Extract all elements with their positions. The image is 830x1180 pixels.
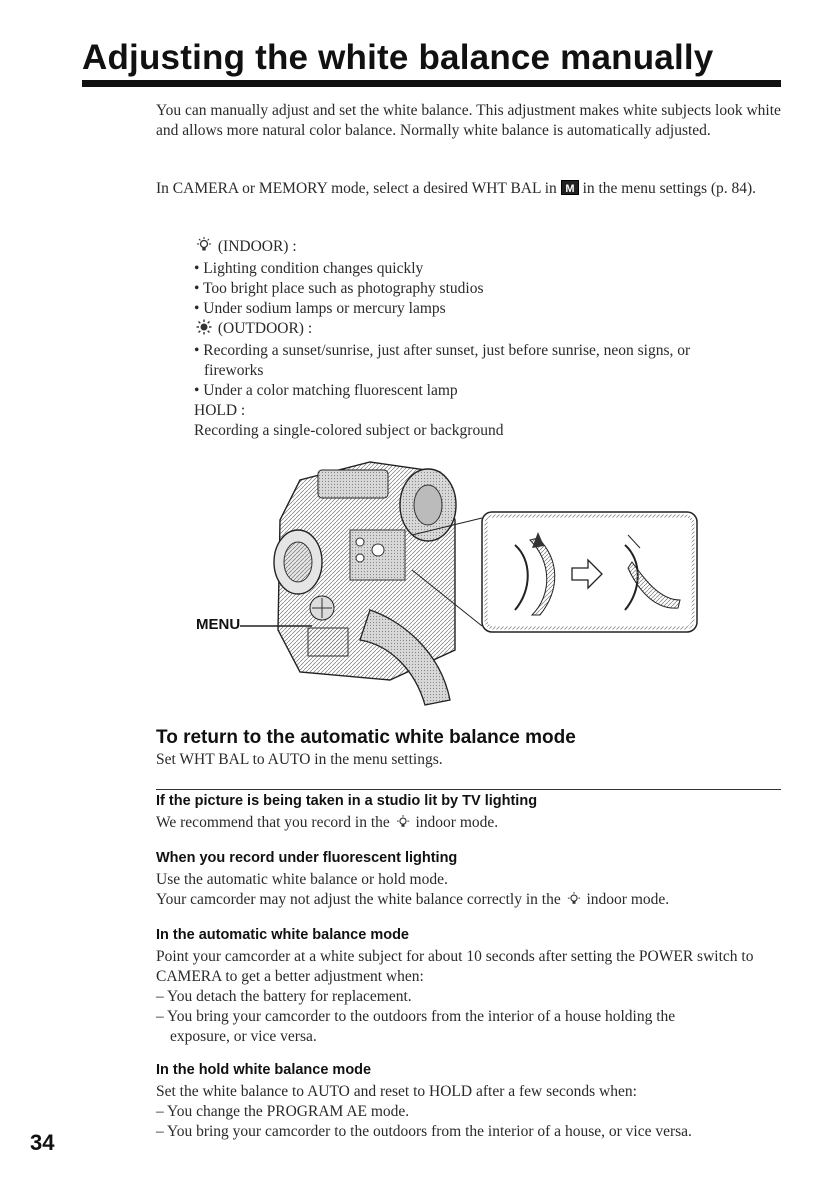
indoor-item: • Too bright place such as photography studios — [194, 280, 484, 297]
outdoor-item: • Recording a sunset/sunrise, just after sunset, just before sunrise, neon signs, or — [194, 342, 691, 359]
auto-mode-item: – You bring your camcorder to the outdoors from the interior of a house holding the — [156, 1008, 676, 1025]
outdoor-heading — [194, 319, 754, 341]
fluorescent-line-1: Use the automatic white balance or hold mode. — [156, 871, 448, 888]
auto-mode-text: Point your camcorder at a white subject for about 10 seconds after setting the POWER switch to CAMERA to get a better adjustment when: — [156, 948, 754, 985]
wht-bal-modes — [194, 237, 754, 441]
outdoor-item: fireworks — [204, 362, 264, 379]
fluorescent-line-2 — [156, 890, 781, 912]
studio-text-before: We recommend that you record in the — [156, 814, 390, 831]
intro-instruction — [156, 179, 781, 201]
page-number: 34 — [30, 1130, 55, 1155]
intro-paragraph: You can manually adjust and set the white balance. This adjustment makes white subjects look white and allows more natural color balance. Normally white balance is automatically adjusted. — [156, 102, 781, 139]
page-title: Adjusting the white balance manually — [82, 38, 714, 77]
hold-label: HOLD : — [194, 402, 246, 419]
studio-heading: If the picture is being taken in a studio lit by TV lighting — [156, 793, 538, 809]
hold-mode-item: – You change the PROGRAM AE mode. — [156, 1103, 410, 1120]
auto-mode-item: exposure, or vice versa. — [170, 1028, 317, 1045]
hold-mode-text: Set the white balance to AUTO and reset to HOLD after a few seconds when: — [156, 1083, 637, 1100]
instruction-text-before: In CAMERA or MEMORY mode, select a desired WHT BAL in — [156, 180, 557, 197]
return-text: Set WHT BAL to AUTO in the menu settings. — [156, 751, 443, 768]
outdoor-icon — [194, 319, 214, 341]
title-rule — [82, 80, 781, 87]
dial-inset — [482, 512, 697, 632]
outdoor-item: • Under a color matching fluorescent lamp — [194, 382, 458, 399]
outdoor-label: (OUTDOOR) : — [217, 320, 313, 337]
fluorescent-text-before: Your camcorder may not adjust the white balance correctly in the — [156, 891, 561, 908]
indoor-icon — [394, 815, 412, 835]
fluorescent-heading: When you record under fluorescent lighting — [156, 850, 458, 866]
studio-text — [156, 813, 781, 835]
menu-m-icon-letter: M — [565, 183, 575, 195]
hold-mode-heading: In the hold white balance mode — [156, 1062, 372, 1078]
studio-text-after: indoor mode. — [415, 814, 499, 831]
indoor-item: • Lighting condition changes quickly — [194, 260, 424, 277]
hold-mode-item: – You bring your camcorder to the outdoors from the interior of a house, or vice versa. — [156, 1123, 692, 1140]
indoor-heading — [194, 237, 754, 259]
indoor-label: (INDOOR) : — [217, 238, 297, 255]
indoor-icon — [565, 892, 583, 912]
indoor-icon — [194, 237, 214, 259]
section-divider — [156, 789, 781, 790]
fluorescent-text-after: indoor mode. — [586, 891, 670, 908]
auto-mode-heading: In the automatic white balance mode — [156, 927, 409, 943]
return-heading: To return to the automatic white balance mode — [156, 727, 576, 748]
indoor-item: • Under sodium lamps or mercury lamps — [194, 300, 446, 317]
menu-m-icon — [561, 180, 579, 201]
instruction-text-after: in the menu settings (p. 84). — [582, 180, 757, 197]
hold-description: Recording a single-colored subject or background — [194, 422, 504, 439]
auto-mode-item: – You detach the battery for replacement. — [156, 988, 412, 1005]
camcorder-illustration — [240, 450, 710, 710]
menu-label: MENU — [196, 616, 241, 633]
